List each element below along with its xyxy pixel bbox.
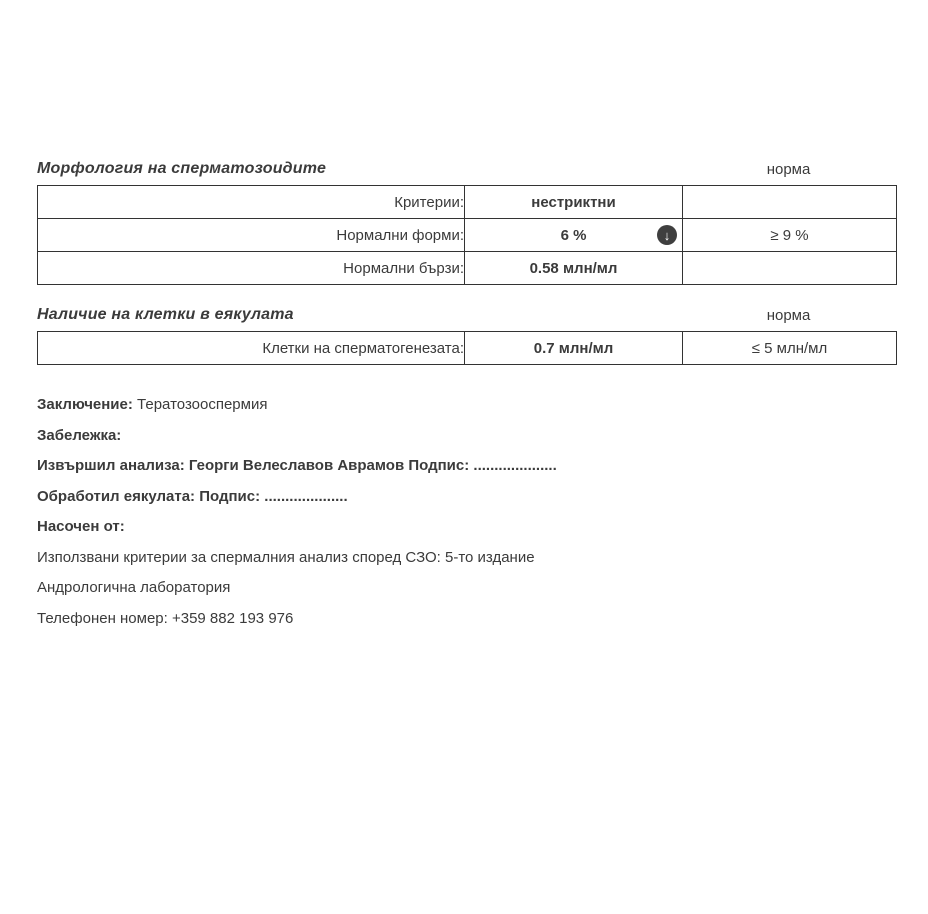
lab-name-line: Андрологична лаборатория bbox=[37, 579, 231, 596]
criteria-line: Използвани критерии за спермалния анализ според СЗО: 5-то издание bbox=[37, 548, 535, 566]
norm-column-header: норма bbox=[766, 307, 811, 324]
row-value-text: 6 % bbox=[560, 226, 587, 244]
row-label: Нормални бързи: bbox=[38, 252, 465, 285]
table-row-spermatogenesis-cells bbox=[38, 332, 897, 365]
analyst-line: Извършил анализа: Георги Велеславов Аврамов Подпис: .................... bbox=[37, 457, 557, 474]
section-morphology-header bbox=[37, 160, 896, 178]
table-row-normal-fast bbox=[38, 252, 897, 285]
arrow-down-circle-icon: ↓ bbox=[657, 225, 677, 245]
table-row-criteria bbox=[38, 186, 897, 219]
row-value: 0.58 млн/мл bbox=[465, 252, 683, 285]
footer-block bbox=[37, 390, 896, 634]
referred-by-label: Насочен от: bbox=[37, 518, 125, 535]
row-value bbox=[465, 219, 683, 252]
report-content bbox=[37, 160, 896, 634]
note-line bbox=[37, 421, 896, 452]
table-row-normal-forms bbox=[38, 219, 897, 252]
phone-line: Телефонен номер: +359 882 193 976 bbox=[37, 609, 294, 627]
section-title-morphology: Морфология на сперматозоидите bbox=[37, 160, 327, 177]
norm-column-header: норма bbox=[766, 161, 811, 178]
processor-line: Обработил еякулата: Подпис: .................... bbox=[37, 487, 348, 505]
row-label: Критерии: bbox=[38, 186, 465, 219]
section-title-cells: Наличие на клетки в еякулата bbox=[37, 306, 294, 323]
row-label: Клетки на сперматогенезата: bbox=[38, 332, 465, 365]
conclusion-line bbox=[37, 390, 896, 421]
row-value: нестриктни bbox=[465, 186, 683, 219]
note-label: Забележка: bbox=[37, 426, 122, 444]
conclusion-label: Заключение: bbox=[37, 396, 133, 413]
row-value: 0.7 млн/мл bbox=[465, 332, 683, 365]
referred-by-line bbox=[37, 512, 896, 543]
row-norm: ≥ 9 % bbox=[683, 219, 897, 252]
row-norm bbox=[683, 186, 897, 219]
section-cells-header bbox=[37, 306, 896, 324]
row-label: Нормални форми: bbox=[38, 219, 465, 252]
conclusion-value: Тератозооспермия bbox=[137, 396, 268, 413]
row-norm bbox=[683, 252, 897, 285]
cells-table bbox=[37, 331, 897, 365]
row-norm: ≤ 5 млн/мл bbox=[683, 332, 897, 365]
morphology-table bbox=[37, 185, 897, 285]
